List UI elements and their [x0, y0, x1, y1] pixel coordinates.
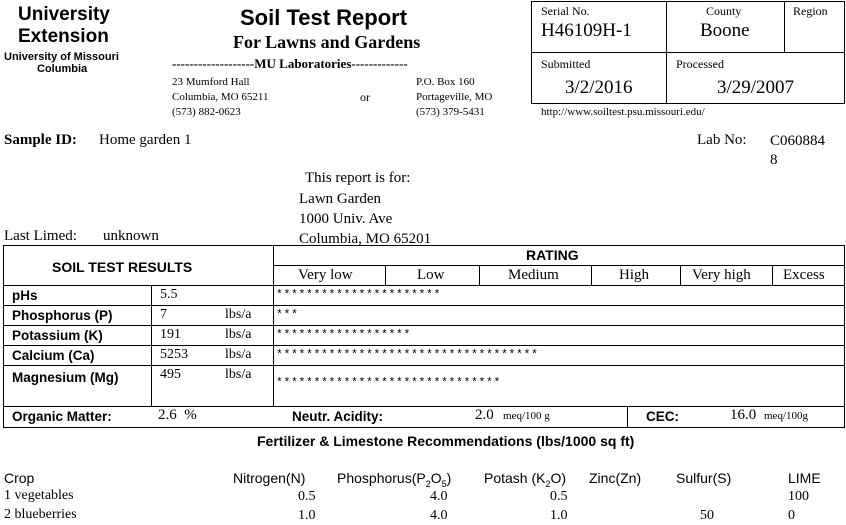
- lab-no-value: C060884 8: [770, 133, 826, 168]
- rec-potash-2: 1.0: [550, 508, 568, 523]
- row-unit-potassium: lbs/a: [225, 327, 252, 342]
- org-name-line2: Extension: [18, 26, 109, 47]
- county-label: County: [706, 4, 742, 18]
- rec-nitrogen-1: 0.5: [298, 489, 316, 504]
- rec-nitrogen-2: 1.0: [298, 508, 316, 523]
- serial-label: Serial No.: [541, 4, 590, 18]
- report-for-heading: This report is for:: [305, 170, 411, 186]
- row-value-magnesium: 495: [160, 367, 181, 382]
- sample-id-label: Sample ID:: [4, 132, 77, 148]
- row-name-magnesium: Magnesium (Mg): [12, 370, 119, 385]
- rec-lime-1: 100: [788, 489, 809, 504]
- col-phosphorus: $Phosphorus(P_2O_5)$: [337, 470, 452, 489]
- row-stars-potassium: ******************: [276, 329, 412, 342]
- last-limed-value: unknown: [103, 228, 159, 244]
- rating-excess: Excess: [783, 267, 825, 283]
- rec-sulfur-2: 50: [700, 508, 714, 523]
- row-value-potassium: 191: [160, 327, 181, 342]
- col-sulfur: Sulfur(S): [676, 470, 732, 486]
- row-value-phosphorus: 7: [160, 307, 167, 322]
- neutr-acidity-value: 2.0: [475, 407, 494, 423]
- rec-lime-2: 0: [788, 508, 795, 523]
- rec-crop-2: 2 blueberries: [4, 507, 77, 522]
- org-sub-line2: Columbia: [37, 63, 88, 75]
- lab-name: -------------------MU Laboratories-------------: [172, 56, 408, 71]
- submitted-label: Submitted: [541, 57, 591, 71]
- county-value: Boone: [700, 20, 750, 41]
- row-name-calcium: Calcium (Ca): [12, 348, 95, 363]
- report-subtitle: For Lawns and Gardens: [233, 32, 421, 52]
- report-for-address: Lawn Garden 1000 Univ. Ave Columbia, MO 65201: [299, 191, 432, 247]
- website-link[interactable]: http://www.soiltest.psu.missouri.edu/: [541, 106, 705, 118]
- col-potash: Potash $(K_2O)$: [484, 470, 567, 489]
- rating-title: RATING: [526, 247, 579, 263]
- serial-value: H46109H-1: [541, 20, 632, 41]
- rating-high: High: [619, 267, 649, 283]
- address-portageville: P.O. Box 160 Portageville, MO (573) 379-5431: [416, 76, 493, 118]
- region-label: Region: [793, 4, 828, 18]
- rating-medium: Medium: [508, 267, 559, 283]
- cec-unit: meq/100g: [764, 410, 808, 422]
- row-name-phosphorus: Phosphorus (P): [12, 308, 113, 323]
- row-value-calcium: 5253: [160, 347, 188, 362]
- last-limed-label: Last Limed:: [4, 228, 77, 244]
- row-unit-magnesium: lbs/a: [225, 367, 252, 382]
- row-stars-phs: **********************: [276, 289, 442, 302]
- processed-label: Processed: [676, 57, 724, 71]
- report-title: Soil Test Report: [240, 5, 408, 30]
- org-name-line1: University: [18, 4, 110, 25]
- address-columbia: 23 Mumford Hall Columbia, MO 65211 (573) 882-0623: [172, 76, 269, 118]
- rating-low: Low: [417, 267, 445, 283]
- rating-very-high: Very high: [692, 267, 751, 283]
- rec-phosphorus-2: 4.0: [430, 508, 448, 523]
- submitted-value: 3/2/2016: [565, 77, 633, 98]
- lab-no-label: Lab No:: [697, 132, 747, 148]
- col-nitrogen: Nitrogen(N): [233, 470, 306, 486]
- address-or: or: [360, 90, 370, 104]
- neutr-acidity-unit: meq/100 g: [503, 410, 550, 422]
- rec-phosphorus-1: 4.0: [430, 489, 448, 504]
- row-unit-calcium: lbs/a: [225, 347, 252, 362]
- row-stars-phosphorus: ***: [276, 309, 299, 322]
- results-title: SOIL TEST RESULTS: [52, 259, 193, 275]
- org-sub-line1: University of Missouri: [4, 51, 119, 63]
- cec-label: CEC:: [646, 409, 679, 424]
- row-stars-magnesium: ******************************: [276, 377, 502, 390]
- sample-id-value: Home garden 1: [99, 132, 192, 148]
- organic-matter-label: Organic Matter:: [12, 409, 112, 424]
- row-name-potassium: Potassium (K): [12, 328, 103, 343]
- row-stars-calcium: ***********************************: [276, 349, 539, 362]
- cec-value: 16.0: [730, 407, 757, 423]
- recommendations-title: Fertilizer & Limestone Recommendations (lbs/1000 sq ft): [257, 433, 635, 449]
- row-unit-phosphorus: lbs/a: [225, 307, 252, 322]
- row-value-phs: 5.5: [160, 287, 178, 302]
- col-crop: Crop: [4, 470, 35, 486]
- rec-potash-1: 0.5: [550, 489, 568, 504]
- rating-very-low: Very low: [298, 267, 353, 283]
- neutr-acidity-label: Neutr. Acidity:: [292, 409, 384, 424]
- col-lime: LIME: [788, 470, 821, 486]
- row-name-phs: pHs: [12, 288, 38, 303]
- rec-crop-1: 1 vegetables: [4, 488, 74, 503]
- processed-value: 3/29/2007: [717, 77, 795, 98]
- organic-matter-value: 2.6 %: [158, 407, 197, 423]
- col-zinc: Zinc(Zn): [589, 470, 642, 486]
